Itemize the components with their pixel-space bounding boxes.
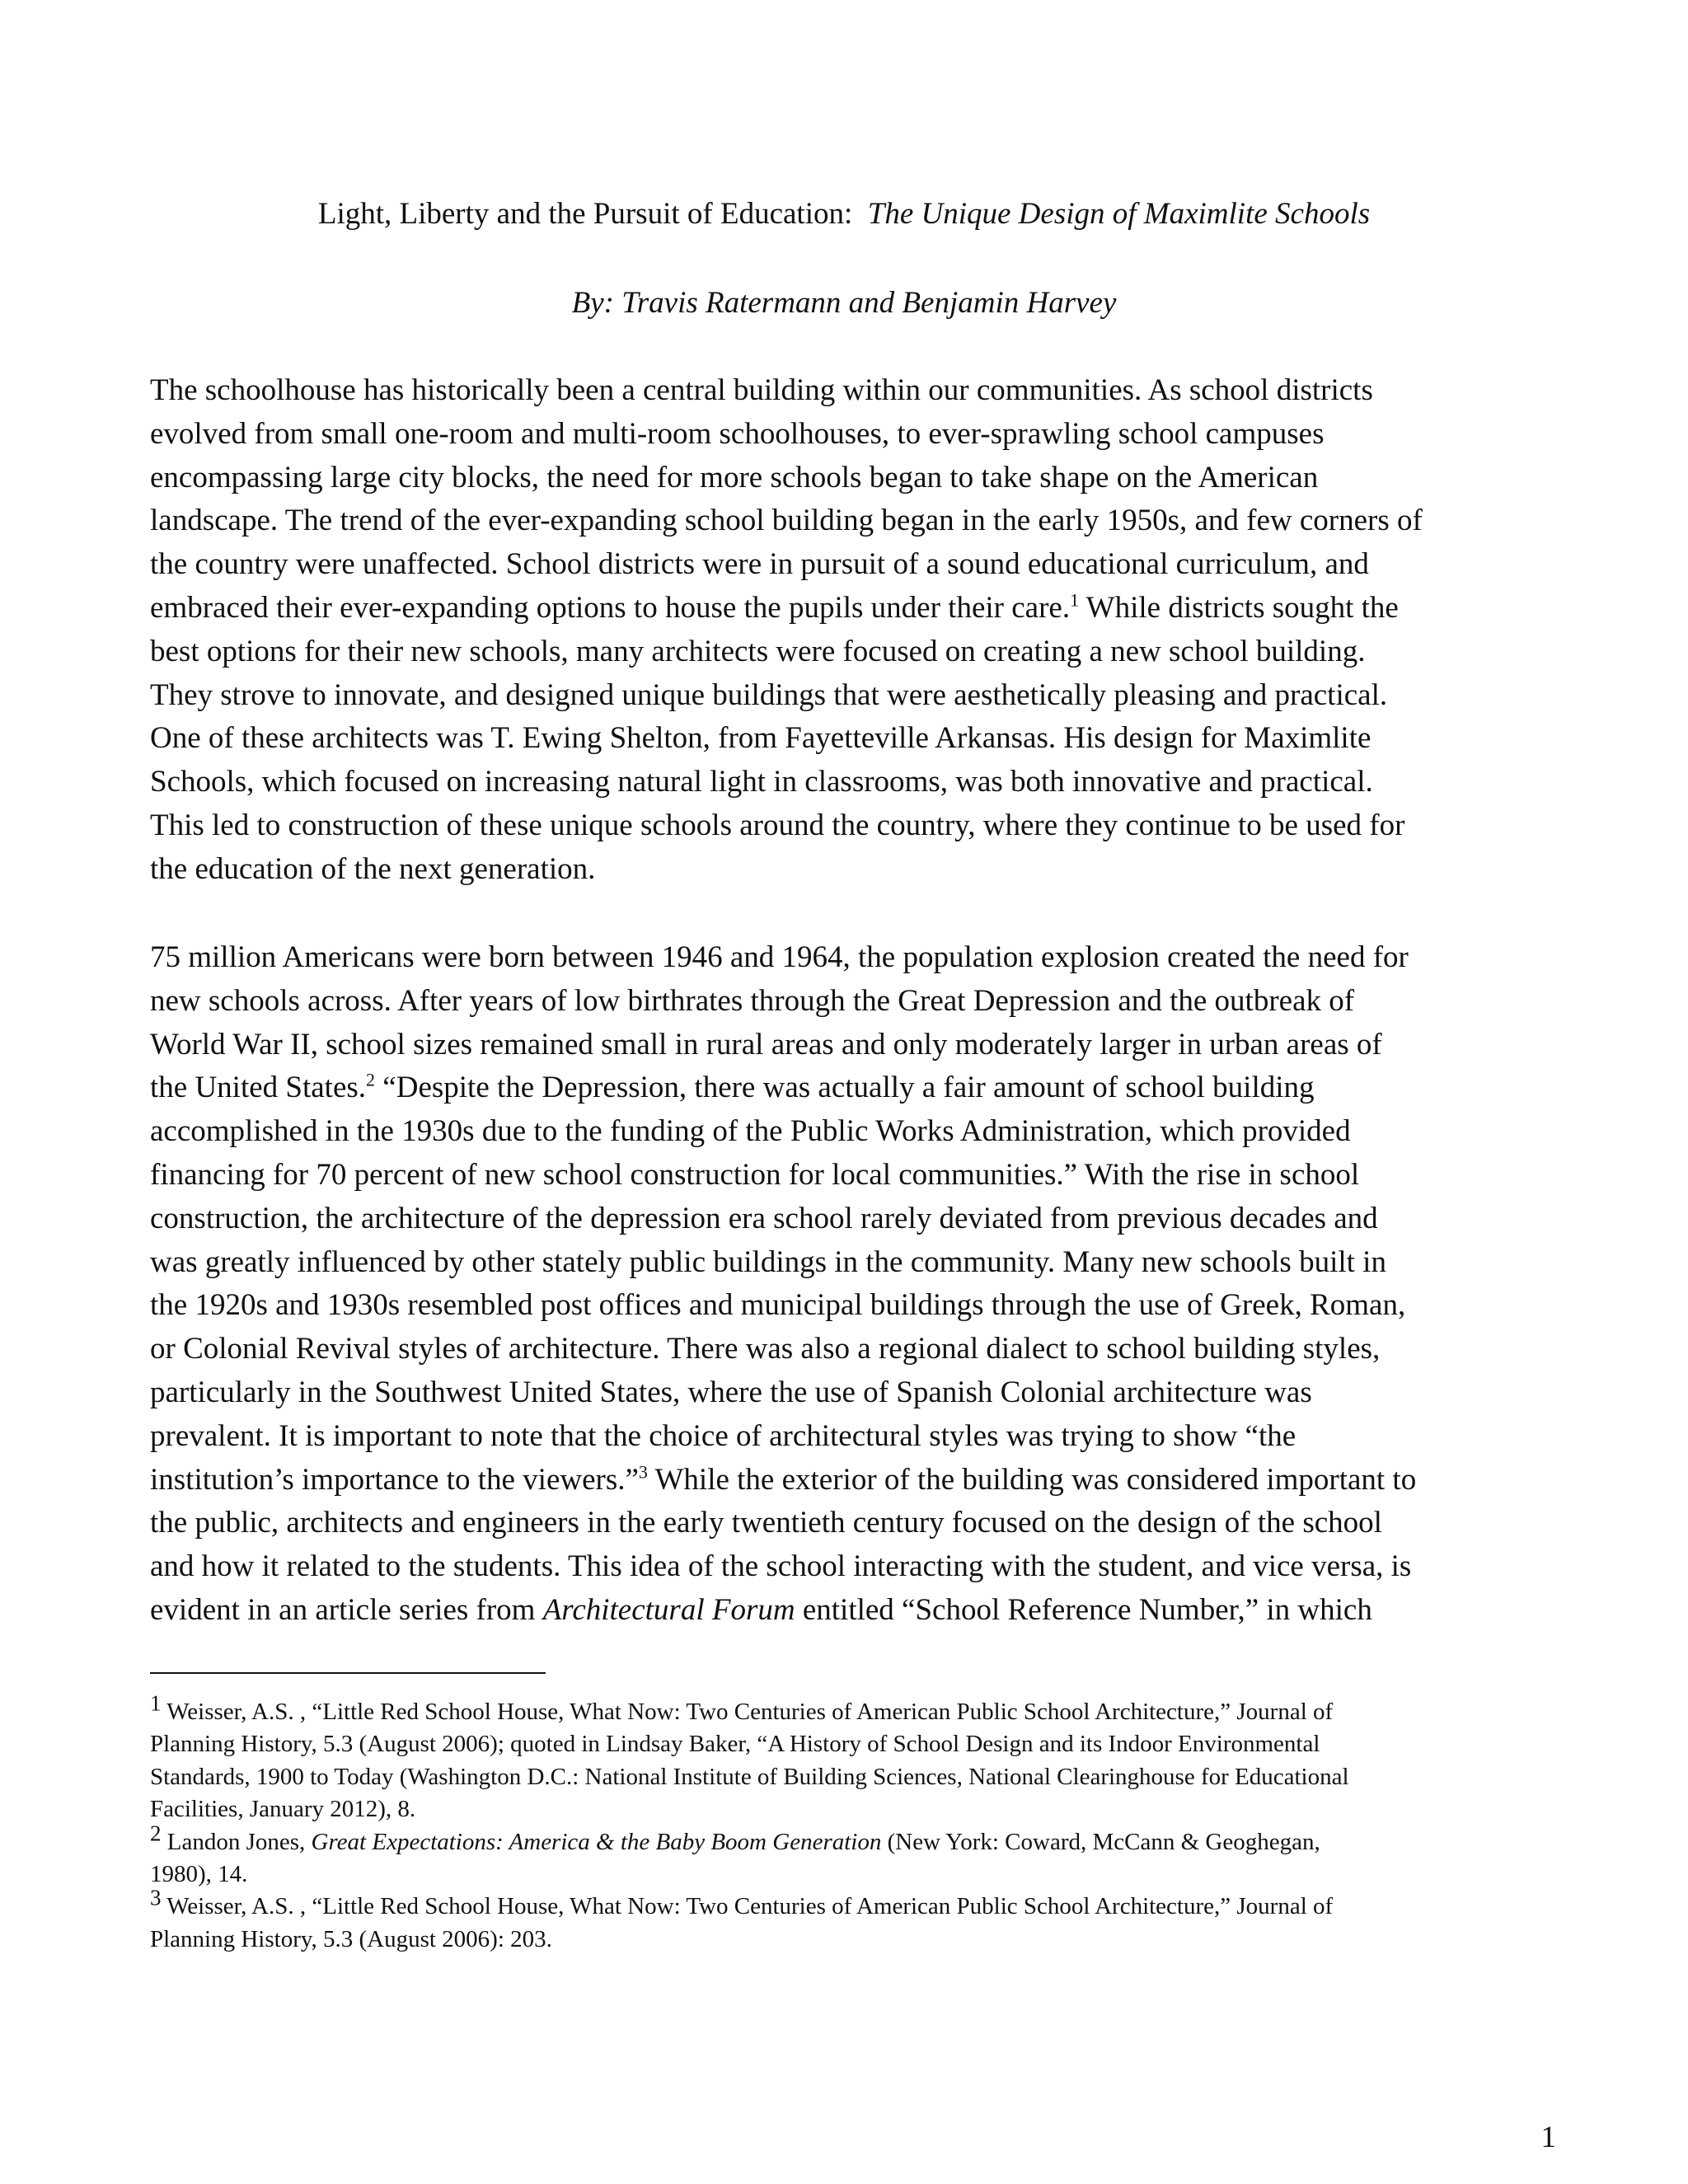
paragraph-line: landscape. The trend of the ever-expanding school building began in the early 1950s, and few corners of [150, 504, 1423, 538]
footnote-line: Planning History, 5.3 (August 2006): 203. [150, 1925, 552, 1952]
footnote-text: (New York: Coward, McCann & Geoghegan, [881, 1828, 1320, 1855]
footnote-marker: 2 [150, 1820, 162, 1845]
paragraph-line: and how it related to the students. This idea of the school interacting with the student, and vice versa, is [150, 1549, 1412, 1584]
footnote-text: Landon Jones, [161, 1828, 312, 1855]
paragraph-line: World War II, school sizes remained small in rural areas and only moderately larger in urban areas of [150, 1027, 1382, 1062]
footnotes [150, 1690, 1551, 1956]
line-text: “Despite the Depression, there was actually a fair amount of school building [375, 1071, 1315, 1105]
footnote-line: 1980), 14. [150, 1860, 248, 1887]
paragraph-line [150, 1459, 1551, 1502]
paragraph-line: new schools across. After years of low birthrates through the Great Depression and the outbreak of [150, 983, 1355, 1018]
footnote-line: Standards, 1900 to Today (Washington D.C.: National Institute of Building Sciences, National Clearinghouse for Educational [150, 1763, 1349, 1790]
paragraph-line [150, 1589, 1551, 1633]
footnote-3 [150, 1885, 1551, 1923]
paragraph-2 [150, 936, 1551, 1633]
book-title: Great Expectations: America & the Baby Boom Generation [311, 1828, 882, 1855]
footnote-1 [150, 1690, 1551, 1728]
line-text: While districts sought the [1079, 590, 1399, 625]
paragraph-1 [150, 369, 1551, 892]
paragraph-line: the country were unaffected. School districts were in pursuit of a sound educational curriculum, and [150, 547, 1369, 582]
footnote-line: Facilities, January 2012), 8. [150, 1796, 416, 1823]
footnote-line: Planning History, 5.3 (August 2006); quoted in Lindsay Baker, “A History of School Design and its Indoor Environmental [150, 1731, 1320, 1758]
paragraph-line: was greatly influenced by other stately public buildings in the community. Many new schools built in [150, 1244, 1386, 1279]
footnote-ref-1[interactable]: 1 [1070, 589, 1080, 611]
paragraph-line: prevalent. It is important to note that the choice of architectural styles was trying to show “the [150, 1418, 1296, 1453]
paragraph-line: or Colonial Revival styles of architecture. There was also a regional dialect to school building styles, [150, 1332, 1381, 1366]
footnote-text: Weisser, A.S. , “Little Red School House, What Now: Two Centuries of American Public School Architecture,” Journal of [161, 1699, 1334, 1725]
paragraph-line: evolved from small one-room and multi-room schoolhouses, to ever-sprawling school campuses [150, 416, 1325, 451]
line-text: embraced their ever-expanding options to house the pupils under their care. [150, 590, 1071, 625]
footnote-separator [150, 1672, 546, 1674]
line-text: evident in an article series from [150, 1592, 543, 1627]
byline: By: Travis Ratermann and Benjamin Harvey [571, 286, 1117, 320]
paragraph-line: the education of the next generation. [150, 851, 596, 886]
paragraph-line: best options for their new schools, many architects were focused on creating a new school building. [150, 634, 1366, 668]
paragraph-line: financing for 70 percent of new school construction for local communities.” With the rise in school [150, 1157, 1360, 1192]
document-title [0, 191, 1688, 237]
footnote-2 [150, 1820, 1551, 1858]
title-main: Light, Liberty and the Pursuit of Education: [317, 197, 853, 231]
footnote-text: Weisser, A.S. , “Little Red School House, What Now: Two Centuries of American Public School Architecture,” Journal of [161, 1893, 1334, 1920]
paragraph-line: particularly in the Southwest United States, where the use of Spanish Colonial architecture was [150, 1375, 1312, 1409]
publication-title: Architectural Forum [542, 1592, 795, 1627]
paragraph-line: construction, the architecture of the depression era school rarely deviated from previous decades and [150, 1201, 1378, 1235]
footnote-marker: 3 [150, 1885, 162, 1910]
footnote-marker: 1 [150, 1690, 162, 1716]
paragraph-line: 75 million Americans were born between 1946 and 1964, the population explosion created the need for [150, 940, 1409, 974]
line-text: the United States. [150, 1071, 367, 1105]
line-text: institution’s importance to the viewers.” [150, 1462, 639, 1497]
line-text: While the exterior of the building was considered important to [647, 1462, 1417, 1497]
footnote-ref-2[interactable]: 2 [366, 1070, 376, 1091]
paragraph-line [150, 1066, 1551, 1110]
paragraph-line: One of these architects was T. Ewing Shelton, from Fayetteville Arkansas. His design for Maximlite [150, 721, 1372, 756]
paragraph-line: the 1920s and 1930s resembled post offices and municipal buildings through the use of Greek, Roman, [150, 1288, 1406, 1323]
paragraph-line: encompassing large city blocks, the need for more schools began to take shape on the American [150, 460, 1319, 494]
line-text: entitled “School Reference Number,” in which [795, 1592, 1372, 1627]
paragraph-line: Schools, which focused on increasing natural light in classrooms, was both innovative and practical. [150, 765, 1373, 799]
paragraph-line: They strove to innovate, and designed unique buildings that were aesthetically pleasing and practical. [150, 677, 1388, 712]
page-number: 1 [1540, 2121, 1556, 2154]
paragraph-line: the public, architects and engineers in the early twentieth century focused on the design of the school [150, 1506, 1382, 1540]
title-subtitle: The Unique Design of Maximlite Schools [867, 197, 1371, 231]
paragraph-line [150, 587, 1551, 630]
footnote-ref-3[interactable]: 3 [638, 1461, 648, 1483]
paragraph-line: This led to construction of these unique schools around the country, where they continue to be used for [150, 808, 1405, 842]
paragraph-line: accomplished in the 1930s due to the funding of the Public Works Administration, which provided [150, 1114, 1351, 1149]
paragraph-line: The schoolhouse has historically been a central building within our communities. As school districts [150, 373, 1373, 407]
